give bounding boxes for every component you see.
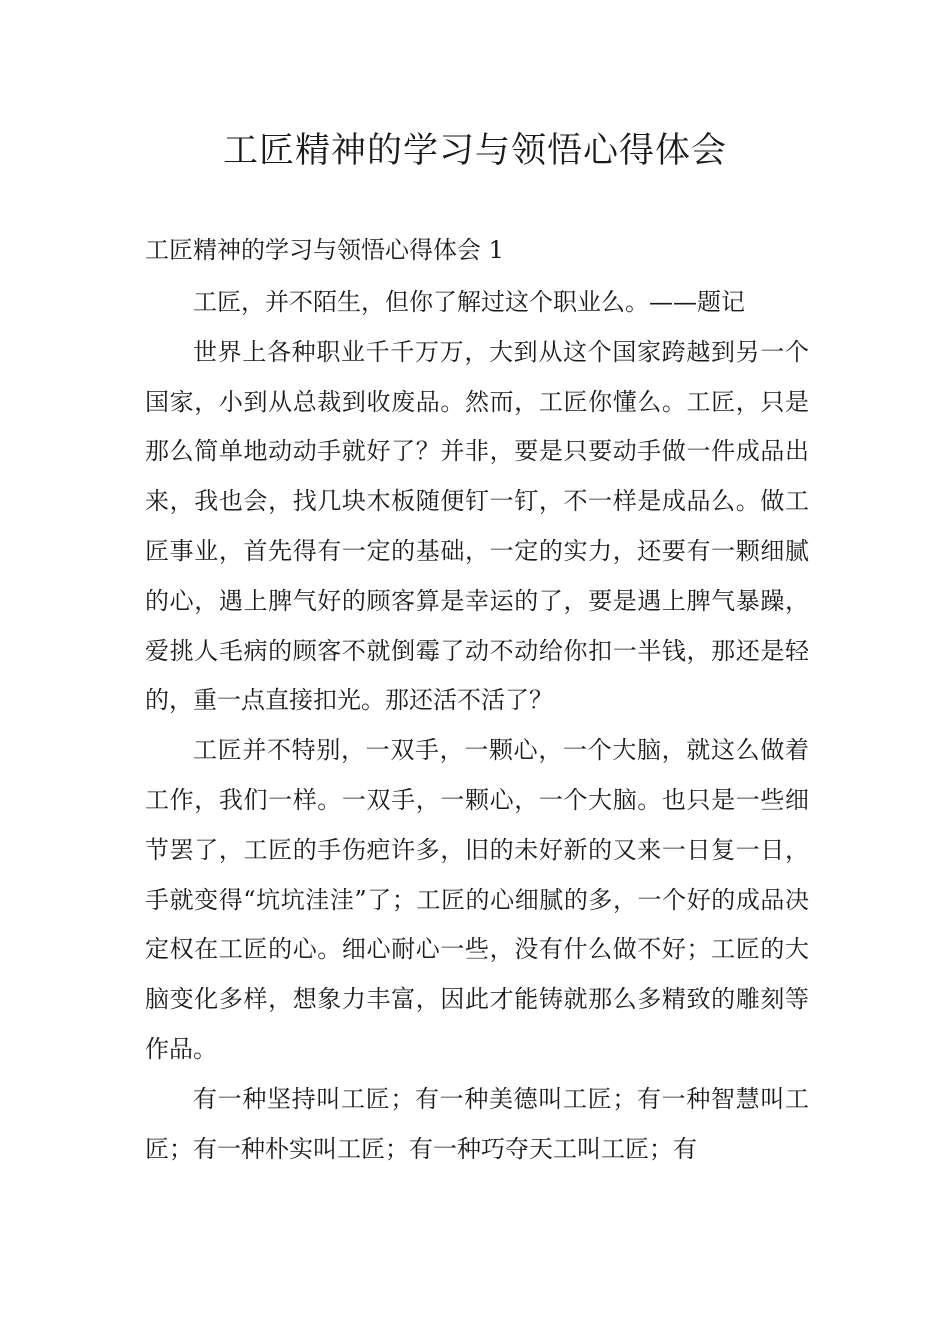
paragraph-4: 有一种坚持叫工匠；有一种美德叫工匠；有一种智慧叫工匠；有一种朴实叫工匠；有一种巧夺天工叫工匠；有: [145, 1084, 809, 1163]
document-title: 工匠精神的学习与领悟心得体会: [222, 131, 727, 171]
paragraph-3: 工匠并不特别，一双手，一颗心，一个大脑，就这么做着工作，我们一样。一双手，一颗心，一个大脑。也只是一些细节罢了，工匠的手伤疤许多，旧的未好新的又来一日复一日，手就变得“坑坑洼洼”了；工匠的心细腻的多，一个好的成品决定权在工匠的心。细心耐心一些，没有什么做不好；工匠的大脑变化多样，想象力丰富，因此才能铸就那么多精致的雕刻等作品。: [145, 736, 809, 1063]
document-body: [145, 278, 809, 1174]
section-title: 工匠精神的学习与领悟心得体会 1: [145, 236, 504, 264]
paragraph-2: 世界上各种职业千千万万，大到从这个国家跨越到另一个国家，小到从总裁到收废品。然而，工匠你懂么。工匠，只是那么简单地动动手就好了？并非，要是只要动手做一件成品出来，我也会，找几块木板随便钉一钉，不一样是成品么。做工匠事业，首先得有一定的基础，一定的实力，还要有一颗细腻的心，遇上脾气好的顾客算是幸运的了，要是遇上脾气暴躁，爱挑人毛病的顾客不就倒霉了动不动给你扣一半钱，那还是轻的，重一点直接扣光。那还活不活了？: [145, 337, 809, 715]
paragraph-epigraph: 工匠，并不陌生，但你了解过这个职业么。——题记: [193, 288, 745, 316]
